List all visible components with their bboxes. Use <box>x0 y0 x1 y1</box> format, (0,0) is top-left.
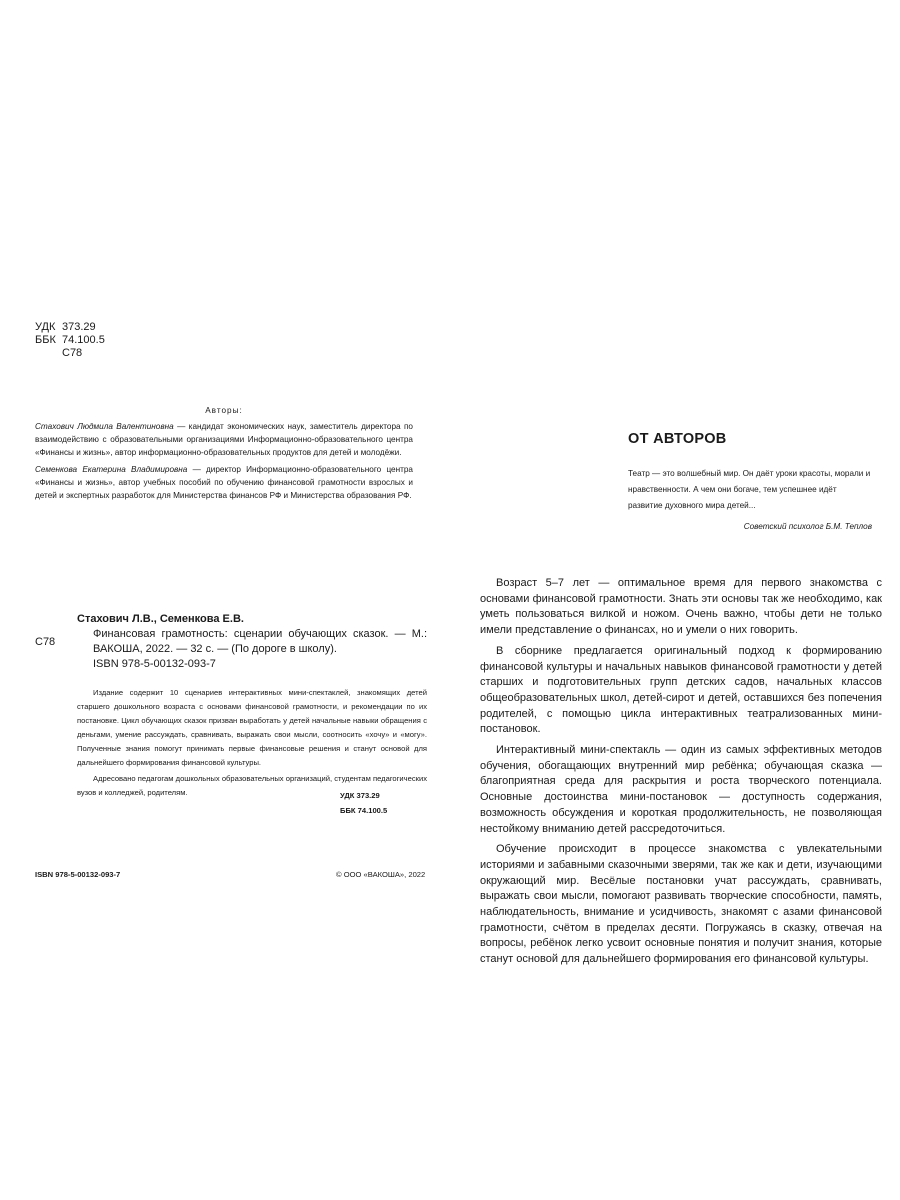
author-name: Семенкова Екатерина Владимировна <box>35 465 188 474</box>
classification-bottom <box>340 788 426 818</box>
author-description: — кандидат экономических наук, заместитель директора по взаимодействию с образовательными организациями Информационно-образовательного центра «Финансы и жизнь», автор информационно-образовательных продуктов для детей и молодёжи. <box>35 422 413 457</box>
right-page <box>450 0 900 1200</box>
author-name: Стахович Людмила Валентиновна <box>35 422 174 431</box>
authors-section <box>35 404 413 506</box>
bibliographic-mark: С78 <box>35 636 56 648</box>
footer-isbn: ISBN 978-5-00132-093-7 <box>35 870 121 879</box>
epigraph-signature: Советский психолог Б.М. Теплов <box>743 522 872 531</box>
footer-copyright: © ООО «ВАКОША», 2022 <box>336 870 426 879</box>
body-text <box>480 576 882 968</box>
annotation-paragraph: Адресовано педагогам дошкольных образовательных организаций, студентам педагогических вузов и колледжей, родителям. <box>77 774 427 797</box>
section-heading: ОТ АВТОРОВ <box>628 431 727 447</box>
bibliographic-authors: Стахович Л.В., Семенкова Е.В. <box>77 613 244 625</box>
author-description: — директор Информационно-образовательного центра «Финансы и жизнь», автор учебных пособий по обучению финансовой грамотности взрослых и детей и экспертных разработок для Министерства финансов РФ и Министерства образования РФ. <box>35 465 413 500</box>
bibliographic-record <box>77 612 427 672</box>
bbk-label: ББК <box>35 334 56 346</box>
udk-bottom: УДК 373.29 <box>340 791 380 800</box>
annotation <box>77 686 427 800</box>
authors-heading: Авторы: <box>205 406 243 415</box>
body-paragraph: Возраст 5–7 лет — оптимальное время для первого знакомства с основами финансовой грамотности. Знать эти основы так же необходимо, как уметь пользоваться вилкой и ножом. Очень важно, чтобы дети не только имели представление о финансах, но и умели о них говорить. <box>480 577 882 637</box>
author-mark: С78 <box>62 347 83 359</box>
bibliographic-isbn: ISBN 978-5-00132-093-7 <box>93 658 216 670</box>
author-entry <box>35 463 413 502</box>
epigraph <box>628 466 872 535</box>
epigraph-text: Театр — это волшебный мир. Он даёт уроки красоты, морали и нравственности. А чем они богаче, тем успешнее идёт развитие духовного мира детей... <box>628 469 871 510</box>
bbk-bottom: ББК 74.100.5 <box>340 806 388 815</box>
udk-label: УДК <box>35 321 56 333</box>
annotation-paragraph: Издание содержит 10 сценариев интерактивных мини-спектаклей, знакомящих детей старшего дошкольного возраста с основами финансовой грамотности, и рекомендации по их постановке. Цикл обучающих сказок призван выработать у детей начальные навыки обращения с деньгами, умение рассуждать, сравнивать, выражать свои мысли, соотносить «хочу» и «могу». Полученные знания помогут принимать первые финансовые решения и станут основой для дальнейшего формирования финансовой культуры. <box>77 688 427 767</box>
body-paragraph: В сборнике предлагается оригинальный подход к формированию финансовой культуры и начальных навыков финансовой грамотности у детей старших и подготовительных групп детских садов, начальных классов общеобразовательных школ, детей-сирот и детей, оставшихся без попечения родителей, с помощью цикла интерактивных театрализованных мини-постановок. <box>480 644 882 736</box>
udk-value: 373.29 <box>62 321 96 333</box>
bibliographic-title: Финансовая грамотность: сценарии обучающих сказок. — М.: ВАКОША, 2022. — 32 с. — (По дороге в школу). <box>93 628 427 655</box>
body-paragraph: Интерактивный мини-спектакль — один из самых эффективных методов обучения, обогащающих внутренний мир ребёнка; обучающая сказка — благоприятная среда для раскрытия и роста творческого потенциала. Основные достоинства мини-постановок — доступность содержания, возможность обсуждения и короткая продолжительность, не позволяющая нестойкому вниманию детей рассредоточиться. <box>480 744 882 835</box>
body-paragraph: Обучение происходит в процессе знакомства с увлекательными историями и забавными сказочными зверями, так же как и дети, изучающими окружающий мир. Весёлые постановки учат рассуждать, сравнивать, выражать свои мысли, помогают развивать творческие способности, память, наблюдательность, внимание и усидчивость, знакомят с азами финансовой грамотности, счётом в пределах десяти. Погружаясь в сказку, отвечая на вопросы, ребёнок легко усвоит основные понятия и получит знания, которые станут основой для дальнейшего формирования его финансовой культуры. <box>480 843 882 966</box>
author-entry <box>35 420 413 459</box>
classification-block <box>35 321 105 360</box>
bbk-value: 74.100.5 <box>62 334 105 346</box>
